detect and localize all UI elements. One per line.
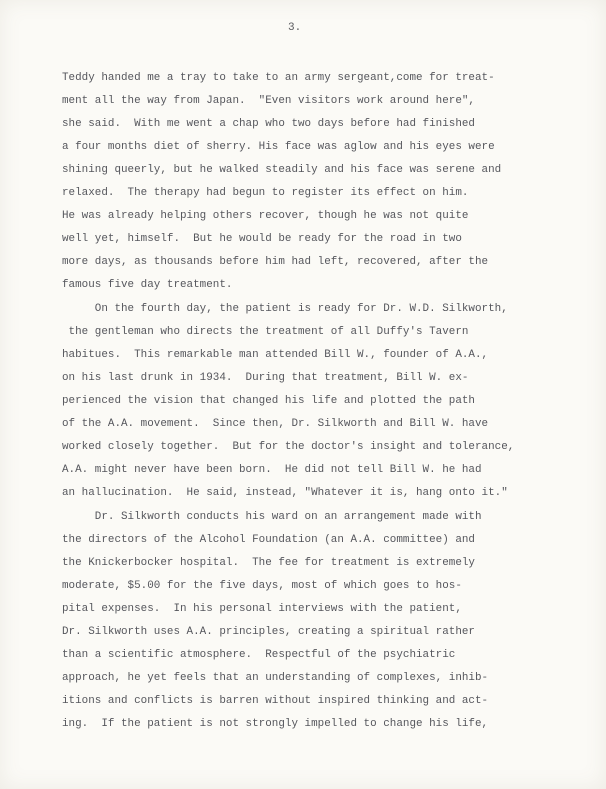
text-line: ment all the way from Japan. "Even visitors work around here", bbox=[62, 95, 475, 107]
text-line: itions and conflicts is barren without inspired thinking and act- bbox=[62, 695, 489, 707]
text-line: the gentleman who directs the treatment of all Duffy's Tavern bbox=[62, 326, 469, 338]
text-line: habitues. This remarkable man attended Bill W., founder of A.A., bbox=[62, 349, 489, 361]
text-line: approach, he yet feels that an understanding of complexes, inhib- bbox=[62, 672, 489, 684]
text-line: on his last drunk in 1934. During that treatment, Bill W. ex- bbox=[62, 372, 469, 384]
text-line: shining queerly, but he walked steadily and his face was serene and bbox=[62, 164, 502, 176]
text-line: perienced the vision that changed his life and plotted the path bbox=[62, 395, 475, 407]
text-line: Dr. Silkworth conducts his ward on an arrangement made with bbox=[62, 511, 482, 523]
text-line: she said. With me went a chap who two days before had finished bbox=[62, 118, 475, 130]
text-line: well yet, himself. But he would be ready for the road in two bbox=[62, 233, 462, 245]
text-line: famous five day treatment. bbox=[62, 279, 233, 291]
text-line: of the A.A. movement. Since then, Dr. Silkworth and Bill W. have bbox=[62, 418, 489, 430]
page-number: 3. bbox=[288, 22, 302, 34]
text-line: worked closely together. But for the doctor's insight and tolerance, bbox=[62, 441, 515, 453]
text-line: the directors of the Alcohol Foundation (an A.A. committee) and bbox=[62, 534, 475, 546]
text-line: ing. If the patient is not strongly impelled to change his life, bbox=[62, 718, 489, 730]
text-line: Dr. Silkworth uses A.A. principles, creating a spiritual rather bbox=[62, 626, 475, 638]
text-line: On the fourth day, the patient is ready for Dr. W.D. Silkworth, bbox=[62, 303, 508, 315]
text-line: pital expenses. In his personal interviews with the patient, bbox=[62, 603, 462, 615]
text-line: A.A. might never have been born. He did not tell Bill W. he had bbox=[62, 464, 482, 476]
text-line: more days, as thousands before him had left, recovered, after the bbox=[62, 256, 489, 268]
text-line: Teddy handed me a tray to take to an army sergeant,come for treat- bbox=[62, 72, 495, 84]
text-line: a four months diet of sherry. His face was aglow and his eyes were bbox=[62, 141, 495, 153]
text-line: an hallucination. He said, instead, "Whatever it is, hang onto it." bbox=[62, 487, 508, 499]
text-line: moderate, $5.00 for the five days, most of which goes to hos- bbox=[62, 580, 462, 592]
text-line: relaxed. The therapy had begun to register its effect on him. bbox=[62, 187, 469, 199]
text-line: than a scientific atmosphere. Respectful of the psychiatric bbox=[62, 649, 456, 661]
text-line: the Knickerbocker hospital. The fee for treatment is extremely bbox=[62, 557, 475, 569]
text-line: He was already helping others recover, though he was not quite bbox=[62, 210, 469, 222]
